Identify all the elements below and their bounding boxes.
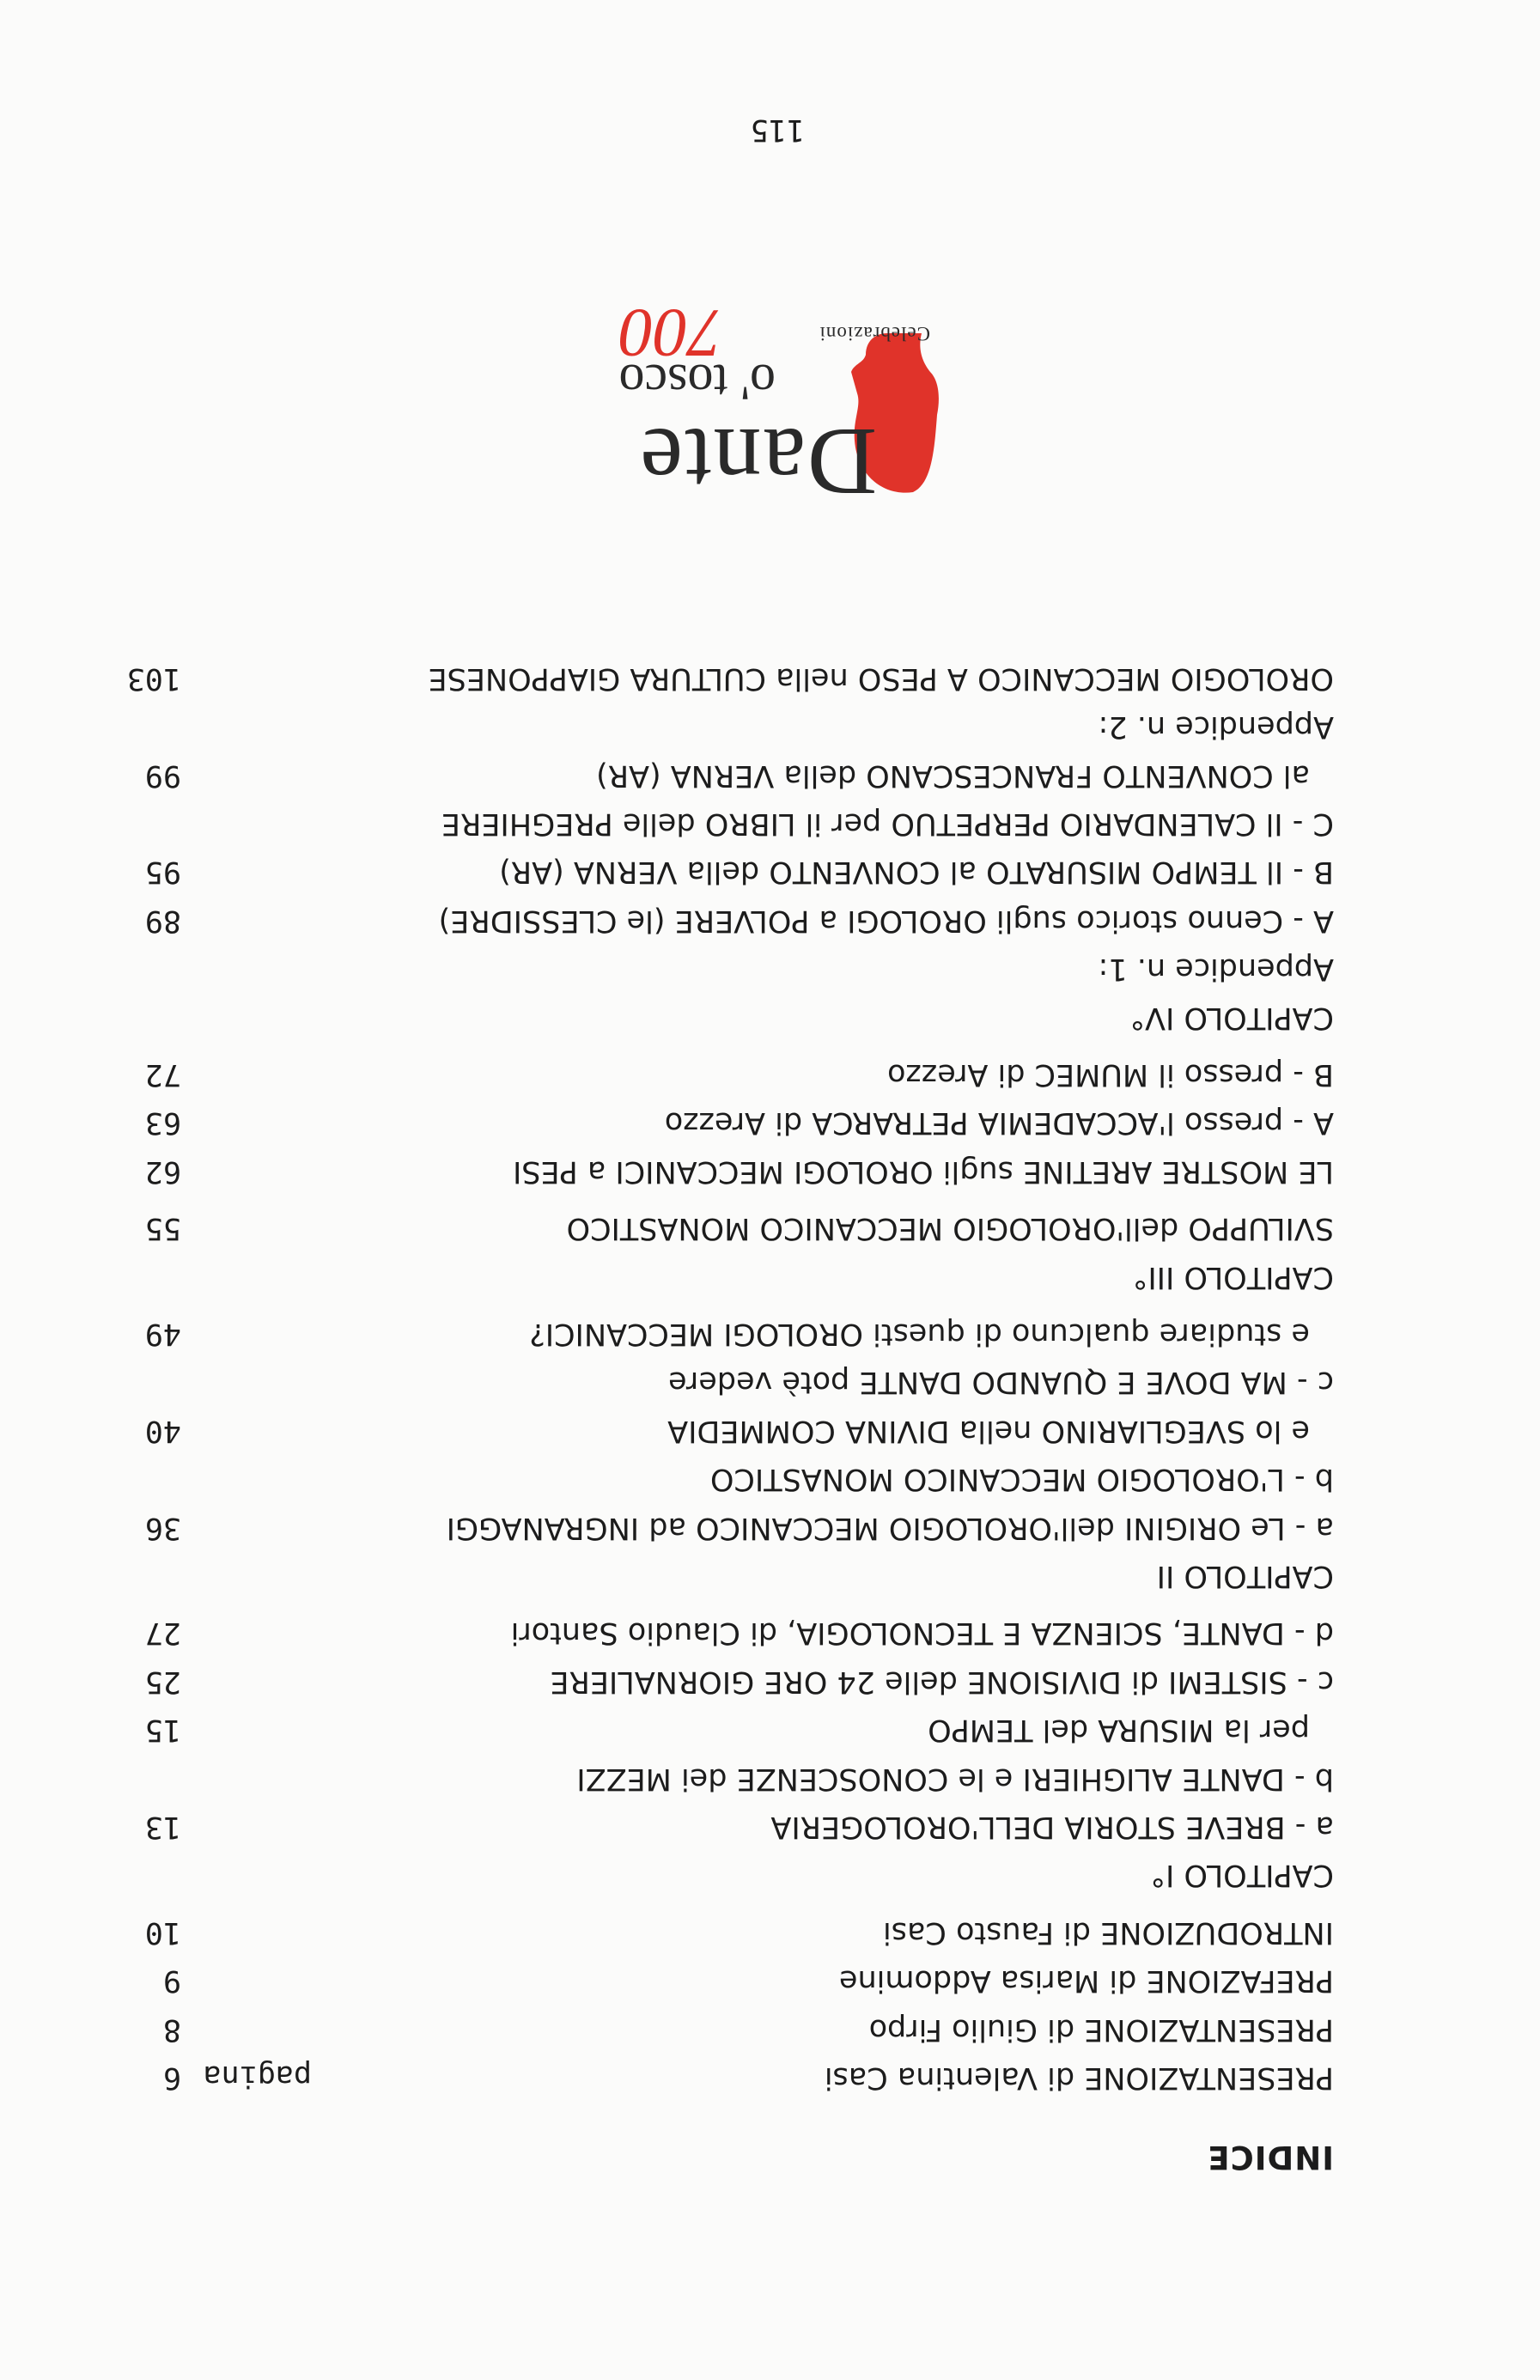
toc-entry-title: CAPITOLO IV° — [1129, 1000, 1334, 1035]
toc-entry-title: CAPITOLO I° — [1150, 1858, 1334, 1893]
logo-word-tosco: o' tosco — [618, 354, 776, 411]
toc-entry — [0, 1704, 1540, 1749]
toc-entry — [0, 1907, 1540, 1951]
toc-entry-title: e lo SVEGLIARINO nella DIVINA COMMEDIA — [667, 1413, 1310, 1448]
toc-entry-page: 55 — [144, 1211, 181, 1246]
toc-entry-page: 63 — [144, 1105, 181, 1141]
toc-entry — [0, 895, 1540, 940]
toc-entry — [0, 1801, 1540, 1846]
toc-entry-title: a - BREVE STORIA DELL'OROLOGERIA — [770, 1810, 1334, 1844]
toc-entry-title: PREFAZIONE di Marisa Addomine — [838, 1963, 1334, 1999]
toc-entry — [0, 750, 1540, 794]
toc-entry — [0, 1251, 1540, 1296]
toc-entry-title: PRESENTAZIONE di Valentina Casi — [824, 2060, 1334, 2095]
toc-entry-page: 62 — [144, 1153, 181, 1189]
toc-entry-title: per la MISURA del TEMPO — [928, 1713, 1310, 1748]
page-number: 115 — [750, 113, 805, 147]
toc-entry-title: OROLOGIO MECCANICO A PESO nella CULTURA GIAPPONESE — [428, 660, 1334, 696]
toc-entry-page: 36 — [144, 1510, 181, 1545]
toc-entry-page: 25 — [144, 1664, 181, 1699]
toc-entry — [0, 1356, 1540, 1401]
toc-entry — [0, 1502, 1540, 1547]
toc-entry-page: 40 — [144, 1413, 181, 1448]
toc-entry-title: Appendice n. 2: — [1098, 709, 1334, 745]
toc-entry — [0, 1607, 1540, 1652]
toc-entry-page: 10 — [144, 1914, 181, 1950]
toc-entry-title: CAPITOLO II — [1156, 1559, 1334, 1593]
toc-entry-title: INTRODUZIONE di Fausto Casi — [883, 1914, 1334, 1950]
dante-700-logo — [569, 295, 947, 518]
toc-entry-page: 9 — [162, 1963, 181, 1999]
toc-entry-title: c - SISTEMI di DIVISIONE delle 24 ORE GIORNALIERE — [550, 1664, 1334, 1699]
toc-entry — [0, 1049, 1540, 1093]
index-heading: INDICE — [1207, 2139, 1334, 2176]
toc-entry-title: a - Le ORIGINI dell'OROLOGIO MECCANICO ad INGRANAGGI — [446, 1510, 1334, 1545]
toc-entry — [0, 1097, 1540, 1141]
toc-entry-page: 72 — [144, 1057, 181, 1092]
toc-entry-page: 6 — [162, 2060, 181, 2095]
toc-entry-title: e studiare qualcuno di questi OROLOGI MECCANICI? — [529, 1317, 1310, 1351]
toc-entry-page: 103 — [126, 660, 181, 696]
toc-entry-title: A - Cenno storico sugli OROLOGI a POLVERE (le CLESSIDRE) — [438, 903, 1334, 938]
toc-entry-title: PRESENTAZIONE di Giulio Firpo — [868, 2012, 1334, 2047]
toc-entry-title: B - Il TEMPO MISURATO al CONVENTO della VERNA (AR) — [499, 855, 1334, 890]
toc-entry-title: A - presso l'ACCADEMIA PETRARCA di Arezzo — [664, 1105, 1334, 1141]
toc-entry-page: 99 — [144, 758, 181, 793]
toc-entry — [0, 1202, 1540, 1247]
toc-entry — [0, 701, 1540, 746]
toc-entry-title: C - Il CALENDARIO PERPETUO per il LIBRO delle PREGHIERE — [441, 807, 1334, 841]
toc-entry-title: LE MOSTRE ARETINE sugli OROLOGI MECCANICI a PESI — [513, 1153, 1334, 1189]
toc-entry-page: 27 — [144, 1616, 181, 1651]
toc-entry — [0, 2004, 1540, 2048]
toc-entry-page: 15 — [144, 1713, 181, 1748]
toc-entry — [0, 798, 1540, 843]
toc-entry — [0, 2052, 1540, 2097]
toc-entry — [0, 992, 1540, 1037]
toc-entry — [0, 1656, 1540, 1701]
toc-entry-page: 49 — [144, 1317, 181, 1351]
toc-entry — [0, 1453, 1540, 1498]
page-column-label: pagina — [203, 2059, 312, 2093]
toc-entry-title: Appendice n. 1: — [1098, 952, 1334, 987]
toc-entry-title: d - DANTE, SCIENZA E TECNOLOGIA, di Claudio Santori — [510, 1616, 1334, 1651]
logo-number-700: 700 — [619, 295, 722, 370]
logo-word-celebrazioni: Celebrazioni — [819, 323, 930, 344]
toc-entry — [0, 1550, 1540, 1595]
toc-entry-page: 8 — [162, 2012, 181, 2047]
toc-entry — [0, 1308, 1540, 1353]
toc-entry — [0, 653, 1540, 697]
toc-entry-title: b - DANTE ALIGHIERI e le CONOSCENZE dei MEZZI — [576, 1761, 1334, 1796]
toc-entry-title: al CONVENTO FRANCESCANO della VERNA (AR) — [596, 758, 1310, 793]
toc-entry-page: 13 — [144, 1810, 181, 1844]
toc-entry-title: SVILUPPO dell'OROLOGIO MECCANICO MONASTICO — [566, 1211, 1334, 1246]
toc-entry — [0, 1849, 1540, 1894]
toc-entry — [0, 846, 1540, 891]
toc-entry-title: B - presso il MUMEC di Arezzo — [887, 1057, 1334, 1092]
toc-entry-title: CAPITOLO III° — [1132, 1259, 1334, 1294]
toc-entry-title: c - MA DOVE E QUANDO DANTE potè vedere — [668, 1365, 1334, 1400]
toc-entry — [0, 943, 1540, 988]
toc-entry — [0, 1753, 1540, 1798]
toc-entry-page: 95 — [144, 855, 181, 890]
toc-entry-title: b - L'OROLOGIO MECCANICO MONASTICO — [709, 1462, 1334, 1497]
toc-entry — [0, 1405, 1540, 1450]
toc-entry — [0, 1146, 1540, 1190]
toc-entry — [0, 1955, 1540, 2000]
toc-entry-page: 89 — [144, 903, 181, 938]
logo-word-dante: Dante — [638, 408, 877, 514]
